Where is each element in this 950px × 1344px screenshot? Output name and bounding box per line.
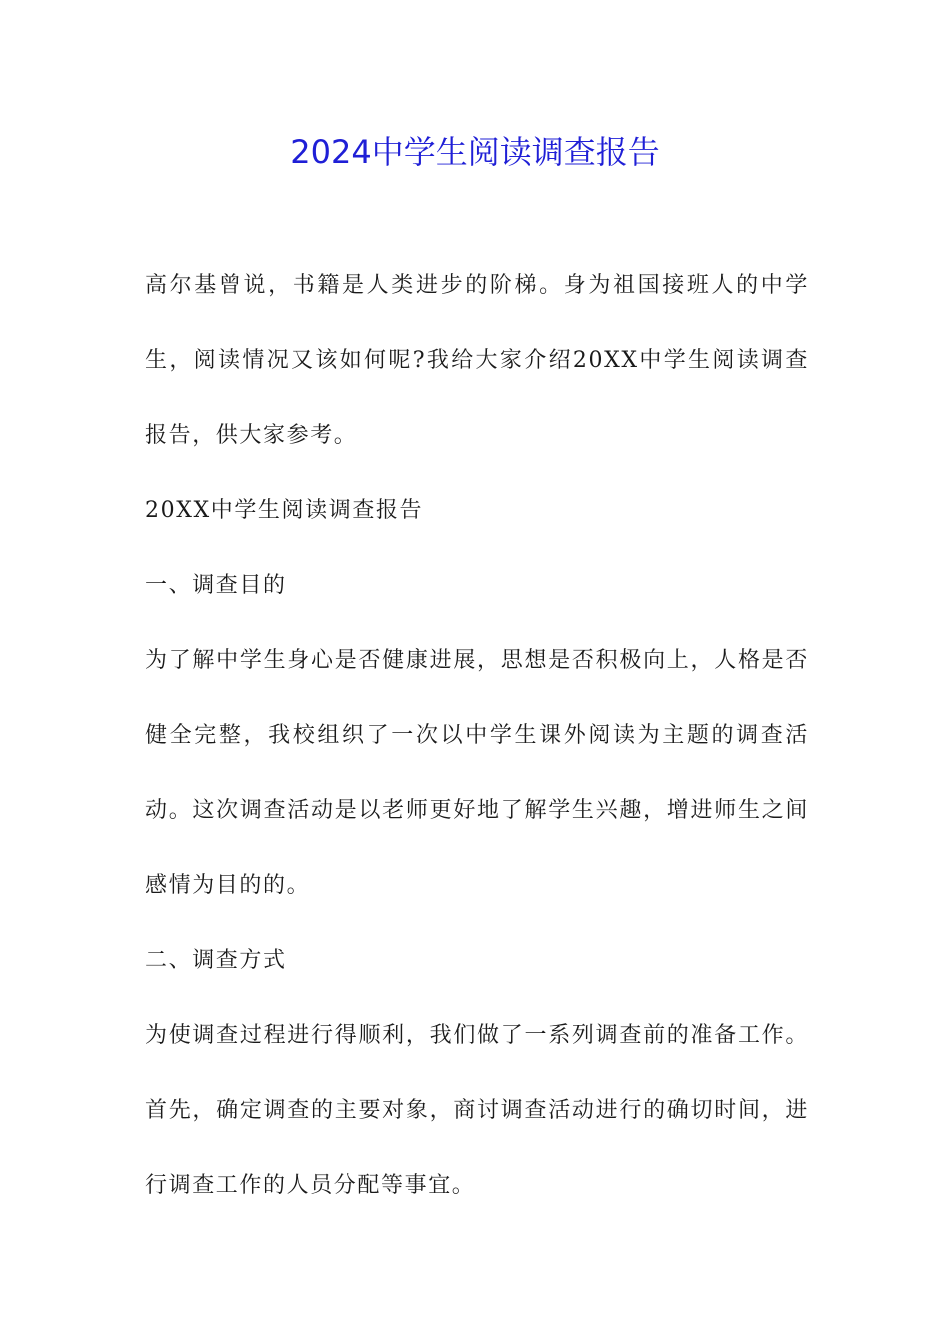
document-title: 2024中学生阅读调查报告 [290,133,660,171]
paragraph-intro: 高尔基曾说，书籍是人类进步的阶梯。身为祖国接班人的中学生，阅读情况又该如何呢?我给大家介绍20XX中学生阅读调查报告，供大家参考。 [145,273,809,448]
section-heading-method: 二、调查方式 [145,948,287,973]
section-heading-purpose: 一、调查目的 [145,573,287,598]
document-body [145,248,809,1223]
paragraph-report-heading: 20XX中学生阅读调查报告 [145,498,424,523]
paragraph-purpose: 为了解中学生身心是否健康进展，思想是否积极向上，人格是否健全完整，我校组织了一次以中学生课外阅读为主题的调查活动。这次调查活动是以老师更好地了解学生兴趣，增进师生之间感情为目的的。 [145,648,809,898]
paragraph-method: 为使调查过程进行得顺利，我们做了一系列调查前的准备工作。首先，确定调查的主要对象，商讨调查活动进行的确切时间，进行调查工作的人员分配等事宜。 [145,1023,809,1198]
